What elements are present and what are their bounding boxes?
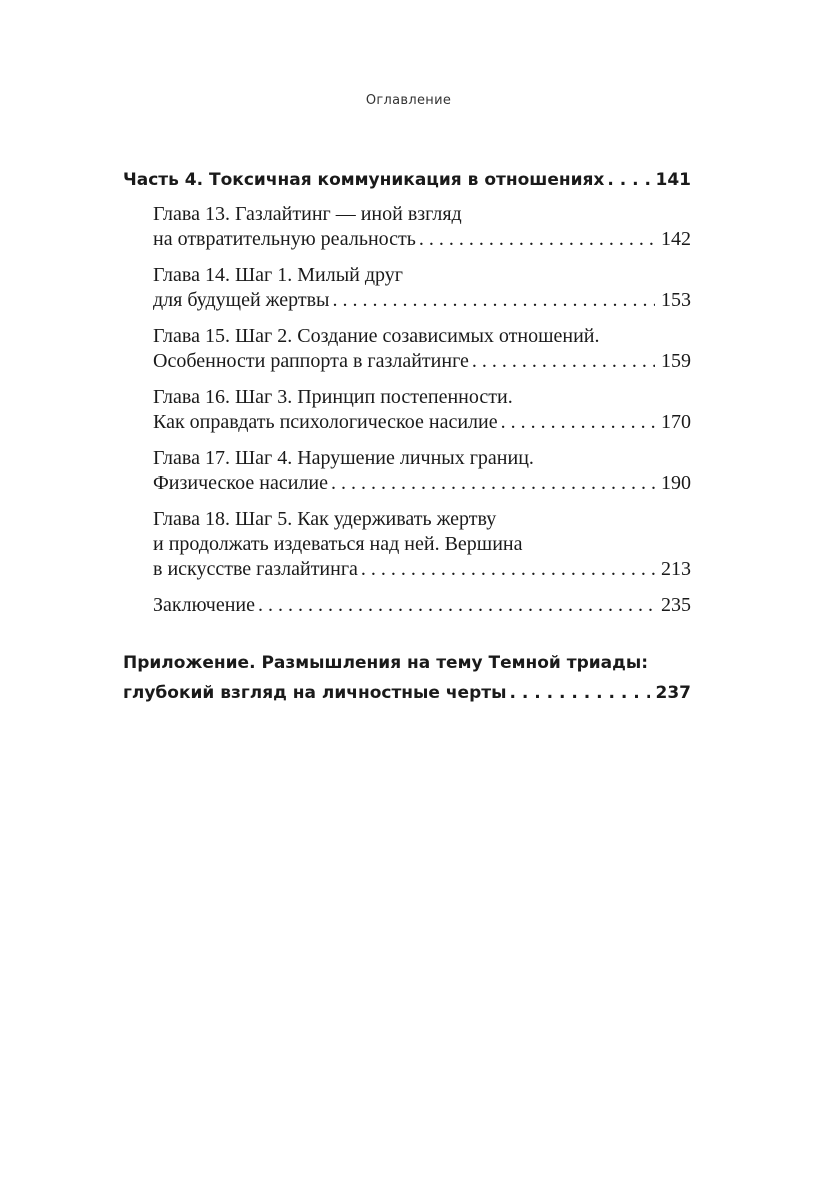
page-number: 142 [661, 228, 691, 250]
chapter-title-line: Глава 18. Шаг 5. Как удерживать жертву [153, 508, 497, 530]
toc-chapter-14[interactable] [153, 263, 691, 313]
page-number: 190 [661, 472, 691, 494]
page-number: 141 [655, 170, 691, 190]
dot-leader [332, 288, 655, 313]
dot-leader [258, 593, 655, 618]
running-head: Оглавление [365, 93, 452, 108]
chapter-title-line: Физическое насилие [153, 472, 328, 494]
page-number: 170 [661, 411, 691, 433]
chapter-title-line: Глава 16. Шаг 3. Принцип постепенности. [153, 386, 513, 408]
chapter-title-line: и продолжать издеваться над ней. Вершина [153, 533, 523, 555]
dot-leader [607, 166, 649, 194]
chapter-title-line: Как оправдать психологическое насилие [153, 411, 498, 433]
part-title: Часть 4. Токсичная коммуникация в отношениях [123, 170, 605, 190]
page-number: 153 [661, 289, 691, 311]
conclusion-title: Заключение [153, 594, 255, 616]
table-of-contents [123, 166, 691, 708]
dot-leader [509, 678, 649, 708]
dot-leader [331, 471, 655, 496]
chapter-list [153, 202, 691, 618]
chapter-title-line: Глава 13. Газлайтинг — иной взгляд [153, 203, 462, 225]
chapter-title-line: на отвратительную реальность [153, 228, 416, 250]
toc-chapter-17[interactable] [153, 446, 691, 496]
page-number: 237 [655, 683, 691, 703]
appendix-title-line: глубокий взгляд на личностные черты [123, 683, 507, 703]
toc-part-4[interactable] [123, 166, 691, 194]
chapter-title-line: Особенности раппорта в газлайтинге [153, 350, 469, 372]
page-number: 235 [661, 594, 691, 616]
dot-leader [419, 227, 655, 252]
chapter-title-line: для будущей жертвы [153, 289, 330, 311]
dot-leader [361, 557, 655, 582]
appendix-title-line: Приложение. Размышления на тему Темной триады: [123, 653, 649, 673]
page-number: 213 [661, 558, 691, 580]
toc-chapter-15[interactable] [153, 324, 691, 374]
chapter-title-line: Глава 17. Шаг 4. Нарушение личных границ. [153, 447, 534, 469]
toc-appendix[interactable] [123, 648, 691, 708]
chapter-title-line: в искусстве газлайтинга [153, 558, 358, 580]
toc-chapter-18[interactable] [153, 507, 691, 582]
dot-leader [501, 410, 655, 435]
dot-leader [472, 349, 655, 374]
chapter-title-line: Глава 15. Шаг 2. Создание созависимых отношений. [153, 325, 600, 347]
page-number: 159 [661, 350, 691, 372]
toc-chapter-13[interactable] [153, 202, 691, 252]
chapter-title-line: Глава 14. Шаг 1. Милый друг [153, 264, 403, 286]
toc-chapter-16[interactable] [153, 385, 691, 435]
toc-conclusion[interactable] [153, 593, 691, 618]
